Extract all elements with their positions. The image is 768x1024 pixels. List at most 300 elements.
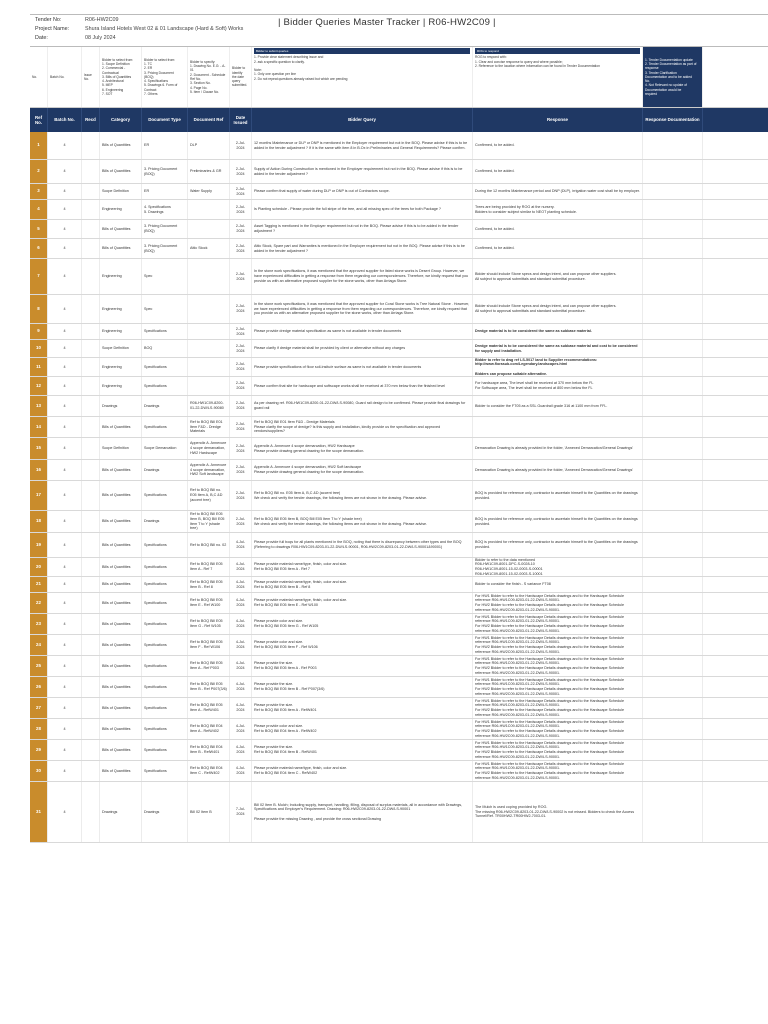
date-cell: 2-Jul-2024 (230, 239, 252, 258)
recd-cell (82, 558, 100, 576)
category-cell: Bills of Quantities (100, 614, 142, 634)
table-row (30, 396, 768, 417)
recd-cell (82, 438, 100, 459)
ref-cell: 27 (30, 698, 48, 718)
bidder-query-cell: Appendix A. Annexure 4 scope demarcation, HW2 Soft landscape Please provide drawing general drawing for the scope demarcation. (252, 460, 473, 480)
date-cell: 2-Jul-2024 (230, 481, 252, 510)
recd-cell (82, 635, 100, 655)
document-type-cell: Specifications (142, 558, 188, 576)
response-cell: Bidder to refer to dwg ref LS-5017 land to Supplier recommendations: http://www.florasub.com/Legendary.landscapes.html Bidders can propose suitable alternative. (473, 358, 643, 376)
tender-no-value: R06-HW2C09 (85, 17, 119, 23)
document-type-cell: Specifications (142, 719, 188, 739)
batch-cell: 4 (48, 511, 82, 532)
date-cell: 2-Jul-2024 (230, 340, 252, 357)
ref-cell: 31 (30, 782, 48, 842)
response-documentation-cell (643, 358, 703, 376)
column-header: Category (100, 108, 142, 132)
table-row (30, 577, 768, 593)
ref-cell: 22 (30, 593, 48, 613)
document-ref-cell: Ref to BOQ Bill E05 Item B - Ref 8 (188, 577, 230, 592)
category-cell: Engineering (100, 358, 142, 376)
column-header: Recd (82, 108, 100, 132)
date-cell: 4-Jul-2024 (230, 558, 252, 576)
bidder-query-cell: 12 months Maintenance or DLP or DNP is mentioned in the Employer requirement but not in the BOQ. Please advise if this is to be added in the tender adjustment ? If it is the same with item 8 in B.Ox in Preliminaries and General Requirements? Please confirm. (252, 132, 473, 159)
response-documentation-cell (643, 481, 703, 510)
recd-cell (82, 677, 100, 697)
ref-cell: 16 (30, 460, 48, 480)
table-row (30, 656, 768, 677)
date-cell: 2-Jul-2024 (230, 132, 252, 159)
bidder-query-cell: In the stone work specifications, it was mentioned that the approved supplier for listed stone works is Desert Group. However, we have experienced difficulties in getting a response from them regarding our correspondences. Therefore, we kindly request that you provide us with an alternative proposed supplier for the stone works, other than Arriaga Stone. (252, 259, 473, 294)
document-ref-cell: Ref to BOQ Bill E04 Item B - RefW401 (188, 740, 230, 760)
document-type-cell: Specifications (142, 656, 188, 676)
recd-cell (82, 761, 100, 781)
recd-cell (82, 220, 100, 238)
document-type-cell: Drawings (142, 511, 188, 532)
response-documentation-cell (643, 677, 703, 697)
response-documentation-cell (643, 220, 703, 238)
document-type-cell: Spec (142, 259, 188, 294)
recd-cell (82, 324, 100, 339)
batch-cell: 4 (48, 740, 82, 760)
document-ref-cell (188, 358, 230, 376)
bidder-query-cell: Please clarify if dredge material shall be provided by client or alternative without any charges (252, 340, 473, 357)
bidder-query-cell: Please confirm that supply of water during DLP or DNP is out of Contractors scope. (252, 184, 473, 199)
date-cell: 2-Jul-2024 (230, 396, 252, 416)
batch-cell: 4 (48, 558, 82, 576)
document-type-cell: 3. Pricing Document (BOQ) (142, 220, 188, 238)
table-row (30, 698, 768, 719)
response-cell: Confirmed, to be added. (473, 239, 643, 258)
category-cell: Bills of Quantities (100, 656, 142, 676)
document-type-cell: BOQ (142, 340, 188, 357)
date-cell: 4-Jul-2024 (230, 593, 252, 613)
date-cell: 2-Jul-2024 (230, 220, 252, 238)
response-cell: During the 12 months Maintenance period and DNP (DLP), irrigation water cost shall be by employer. (473, 184, 643, 199)
response-documentation-cell (643, 635, 703, 655)
category-cell: Engineering (100, 377, 142, 395)
batch-cell: 4 (48, 184, 82, 199)
response-documentation-cell (643, 377, 703, 395)
document-ref-cell: Ref to BOQ Bill E05 Item E - Ref W100 (188, 593, 230, 613)
recd-cell (82, 358, 100, 376)
category-cell: Bills of Quantities (100, 533, 142, 557)
document-type-cell: 4. Specifications 5. Drawings (142, 200, 188, 219)
document-type-cell: ER (142, 184, 188, 199)
recd-cell (82, 577, 100, 592)
recd-cell (82, 533, 100, 557)
bidder-query-cell: Please provide full boqs for all plants mentioned in the BOQ, noting that there is discrepancy between other types and the BOQ (Referring to drawings R06-HW1C09-8203-01-22-DW/LS-90001, R06-HW2C09-8203-01-22-DW/LS-90001&90001) (252, 533, 473, 557)
batch-cell: 4 (48, 577, 82, 592)
bidder-query-cell: Please confirm that site for hardscape and softscape works shall be received at 370 mm below than the finished level (252, 377, 473, 395)
category-cell: Drawings (100, 396, 142, 416)
document-type-cell: ER (142, 132, 188, 159)
date-cell: 2-Jul-2024 (230, 438, 252, 459)
response-documentation-cell (643, 295, 703, 323)
response-documentation-cell (643, 614, 703, 634)
document-type-cell: Specifications (142, 481, 188, 510)
recd-cell (82, 481, 100, 510)
document-type-cell: Specifications (142, 358, 188, 376)
table-row (30, 438, 768, 460)
legend-cell: Bidder to select from: 1. Scope Definition 2. Commercial - Contractual 3. Bills of Quantities 4. Architectural 5. MEP 6. Engineering 7. SOT (100, 47, 142, 107)
recd-cell (82, 132, 100, 159)
response-cell: Confirmed, to be added. (473, 160, 643, 183)
document-ref-cell (188, 295, 230, 323)
table-row (30, 239, 768, 259)
response-cell: Demarcation Drawing is already provided in the folder, 'Annexed Demarcation/General Drawings' (473, 460, 643, 480)
document-ref-cell: Attic Stock (188, 239, 230, 258)
ref-cell: 19 (30, 533, 48, 557)
date-cell: 2-Jul-2024 (230, 160, 252, 183)
recd-cell (82, 698, 100, 718)
response-documentation-cell (643, 533, 703, 557)
table-row (30, 184, 768, 200)
legend-cell: Bidder to select from: 1. TC 2. ER 3. Pricing Document (BOQ) 4. Specifications 5. Drawings 6. Form of Contract 7. Others (142, 47, 188, 107)
bidder-query-cell: Attic Stock, Spare part and Warranties is mentioned in the Employer requirement but not in the BOQ. Please advise if this is to be added in the tender adjustment ? (252, 239, 473, 258)
document-ref-cell: Ref to BOQ Bill E05 Item B, BOQ Bill E05 Item T to Y (shade tree) (188, 511, 230, 532)
ref-cell: 21 (30, 577, 48, 592)
document-ref-cell: Ref to BOQ Bill E01 Item F&D - Dredge Materials (188, 417, 230, 437)
ref-cell: 12 (30, 377, 48, 395)
table-row (30, 200, 768, 220)
date-cell: 4-Jul-2024 (230, 533, 252, 557)
bidder-query-cell: As per drawing ref. R06-HW1C09-8200-01-22-DW/LS-90080, Guard rail design to be confirmed. Please provide final drawings for guard rail (252, 396, 473, 416)
category-cell: Bills of Quantities (100, 677, 142, 697)
document-ref-cell: Ref to BOQ Bill E05 Item B - Ref P007(3/6) (188, 677, 230, 697)
table-row (30, 160, 768, 184)
legend-documentation-instructions: 1. Tender Documentation update 2. Tender Documentation as part of response 3. Tender Clarification Documentation and to be added No. 4. Not Relevant no update of Documentation would be required (643, 47, 703, 107)
category-cell: Bills of Quantities (100, 577, 142, 592)
document-ref-cell (188, 200, 230, 219)
date-cell: 2-Jul-2024 (230, 324, 252, 339)
ref-cell: 26 (30, 677, 48, 697)
tracker-sheet (30, 14, 768, 843)
table-row (30, 740, 768, 761)
batch-cell: 4 (48, 438, 82, 459)
recd-cell (82, 377, 100, 395)
table-row (30, 558, 768, 577)
response-cell: Demarcation Drawing is already provided in the folder, 'Annexed Demarcation/General Drawings' (473, 438, 643, 459)
document-ref-cell: Ref to BOQ Bill E05 Item F - Ref W106 (188, 635, 230, 655)
ref-cell: 8 (30, 295, 48, 323)
table-row (30, 761, 768, 782)
date-cell: 4-Jul-2024 (230, 635, 252, 655)
date-cell: 4-Jul-2024 (230, 719, 252, 739)
table-row (30, 719, 768, 740)
table-row (30, 635, 768, 656)
document-type-cell: Specifications (142, 761, 188, 781)
ref-cell: 17 (30, 481, 48, 510)
response-documentation-cell (643, 719, 703, 739)
document-ref-cell (188, 377, 230, 395)
document-type-cell: Spec (142, 295, 188, 323)
date-cell: 7-Jul-2024 (230, 782, 252, 842)
document-type-cell: 3. Pricing Document (BOQ) (142, 160, 188, 183)
document-type-cell: Specifications (142, 324, 188, 339)
date-cell: 4-Jul-2024 (230, 677, 252, 697)
response-cell: BOQ is provided for reference only, contractor to ascertain himself to the Quantities on the drawings provided. (473, 533, 643, 557)
bidder-query-cell: Ref to BOQ Bill E01 Item F&D - Dredge Materials Please clarify the scope of dredge? Is this supply and installation, kindly provide us the specification and approved vendors/suppliers? (252, 417, 473, 437)
recd-cell (82, 740, 100, 760)
category-cell: Bills of Quantities (100, 160, 142, 183)
bidder-query-cell: Please provide material name/type, finish, color and size. Ref to BOQ Bill E05 Item A - Ref 7 (252, 558, 473, 576)
response-cell: Bidder should include Stone specs and design intent, and can propose other suppliers. All subject to approval submittals and standard submittal procedure. (473, 295, 643, 323)
response-cell: Trees are being provided by ROG at the nursery. Bidders to consider subject similar to NEOT planting schedule. (473, 200, 643, 219)
recd-cell (82, 295, 100, 323)
batch-cell: 4 (48, 220, 82, 238)
table-row (30, 677, 768, 698)
response-documentation-cell (643, 577, 703, 592)
batch-cell: 4 (48, 481, 82, 510)
response-documentation-cell (643, 324, 703, 339)
document-type-cell: Drawings (142, 460, 188, 480)
table-row (30, 511, 768, 533)
recd-cell (82, 239, 100, 258)
response-cell: Confirmed, to be added. (473, 132, 643, 159)
date-cell: 4-Jul-2024 (230, 614, 252, 634)
ref-cell: 6 (30, 239, 48, 258)
bidder-query-cell: Please provide the size. Ref to BOQ Bill E05 Item B - Ref P007(3/6) (252, 677, 473, 697)
document-ref-cell: Water Supply (188, 184, 230, 199)
document-type-cell: Scope Demarcation (142, 438, 188, 459)
date-cell: 2-Jul-2024 (230, 184, 252, 199)
bidder-query-cell: Appendix A. Annexure 4 scope demarcation, HW2 Hardscape Please provide drawing general drawing for the scope demarcation. (252, 438, 473, 459)
date-cell: 4-Jul-2024 (230, 577, 252, 592)
response-cell: For HW1 Bidder to refer to the Hardscape Details drawings and to the Hardscape Schedule reference R06-HW1C09-8203-01-22-DW/LS-90001. For HW2 Bidder to refer to the Hardscape Details drawings and to the Hardscape Schedule reference R06-HW2C09-8203-01-22-DW/LS-90001. (473, 677, 643, 697)
document-type-cell: Specifications (142, 377, 188, 395)
date-cell: 2-Jul-2024 (230, 377, 252, 395)
document-type-cell: Drawings (142, 782, 188, 842)
bidder-query-cell: Please provide the size. Ref to BOQ Bill E05 Item A - RefW401 (252, 698, 473, 718)
ref-cell: 7 (30, 259, 48, 294)
batch-cell: 4 (48, 761, 82, 781)
date-cell: 2-Jul-2024 (230, 200, 252, 219)
ref-cell: 11 (30, 358, 48, 376)
bidder-query-cell: Bill 02 Item B. Mulch; Including supply, transport, handling, filling, disposal of surplus materials, all in accordance with Drawings, Specifications and Employer's Requirement. Drawing: R06-HW2C09-8203-01-22-DW/LS-90001 Please provide the missing Drawing , and provide the cross sectional Drawing (252, 782, 473, 842)
table-row (30, 132, 768, 160)
document-ref-cell: Ref to BOQ Bill E05 Item A - Ref 7 (188, 558, 230, 576)
batch-cell: 4 (48, 533, 82, 557)
document-type-cell: Specifications (142, 533, 188, 557)
response-documentation-cell (643, 558, 703, 576)
recd-cell (82, 782, 100, 842)
ref-cell: 4 (30, 200, 48, 219)
batch-cell: 4 (48, 324, 82, 339)
header-meta (35, 16, 243, 43)
batch-cell: 4 (48, 259, 82, 294)
legend-cell: No. (30, 47, 48, 107)
bidder-query-cell: Please provide the size. Ref to BOQ Bill E04 Item B - RefW401 (252, 740, 473, 760)
ref-cell: 13 (30, 396, 48, 416)
document-type-cell: Specifications (142, 635, 188, 655)
document-ref-cell: Ref to BOQ Bill no. E05 Item A, B,C &D (accent tree) (188, 481, 230, 510)
document-type-cell: Specifications (142, 698, 188, 718)
batch-cell: 4 (48, 635, 82, 655)
recd-cell (82, 656, 100, 676)
batch-cell: 4 (48, 698, 82, 718)
batch-cell: 4 (48, 677, 82, 697)
recd-cell (82, 160, 100, 183)
category-cell: Bills of Quantities (100, 740, 142, 760)
date-cell: 2-Jul-2024 (230, 295, 252, 323)
project-value: Shura Island Hotels West 02 & 01 Landscape (Hard & Soft) Works (85, 26, 244, 32)
recd-cell (82, 396, 100, 416)
category-cell: Bills of Quantities (100, 761, 142, 781)
ref-cell: 1 (30, 132, 48, 159)
table-row (30, 593, 768, 614)
response-documentation-cell (643, 656, 703, 676)
response-cell: For HW1 Bidder to refer to the Hardscape Details drawings and to the Hardscape Schedule reference R06-HW1C09-8203-01-22-DW/LS-90001. For HW2 Bidder to refer to the Hardscape Details drawings and to the Hardscape Schedule reference R06-HW2C09-8203-01-22-DW/LS-90001. (473, 719, 643, 739)
bidder-query-cell: Please provide material name/type, finish, color and size. Ref to BOQ Bill E04 Item C - RefW402 (252, 761, 473, 781)
batch-cell: 4 (48, 340, 82, 357)
batch-cell: 4 (48, 719, 82, 739)
document-ref-cell (188, 220, 230, 238)
recd-cell (82, 719, 100, 739)
date-cell: 2-Jul-2024 (230, 460, 252, 480)
ref-cell: 15 (30, 438, 48, 459)
table-row (30, 417, 768, 438)
table-row (30, 614, 768, 635)
batch-cell: 4 (48, 295, 82, 323)
bidder-query-cell: Please provide color and size. Ref to BOQ Bill E05 Item F - Ref W106 (252, 635, 473, 655)
response-cell: For hardscape area, The level shall be received at 370 mm below the FL For Softscape area, The level shall be received at 800 mm below the FL (473, 377, 643, 395)
batch-cell: 4 (48, 656, 82, 676)
ref-cell: 2 (30, 160, 48, 183)
document-type-cell: Specifications (142, 417, 188, 437)
response-cell (473, 417, 643, 437)
recd-cell (82, 200, 100, 219)
date-cell: 2-Jul-2024 (230, 417, 252, 437)
legend-band (30, 47, 768, 108)
category-cell: Bills of Quantities (100, 132, 142, 159)
ref-cell: 20 (30, 558, 48, 576)
response-cell: BOQ is provided for reference only, contractor to ascertain himself to the Quantities on the drawings provided. (473, 511, 643, 532)
ref-cell: 18 (30, 511, 48, 532)
batch-cell: 4 (48, 593, 82, 613)
category-cell: Drawings (100, 782, 142, 842)
table-row (30, 220, 768, 239)
query-table-body (30, 132, 768, 843)
column-header-row (30, 108, 768, 132)
batch-cell: 4 (48, 132, 82, 159)
column-header: Response (473, 108, 643, 132)
ref-cell: 24 (30, 635, 48, 655)
batch-cell: 4 (48, 417, 82, 437)
category-cell: Engineering (100, 200, 142, 219)
response-documentation-cell (643, 698, 703, 718)
response-documentation-cell (643, 417, 703, 437)
batch-cell: 4 (48, 358, 82, 376)
date-label: Date: (35, 35, 48, 41)
ref-cell: 5 (30, 220, 48, 238)
bidder-query-cell: Please provide color and size. Ref to BOQ Bill E05 Item G - Ref W105 (252, 614, 473, 634)
bidder-query-cell: Asset Tagging is mentioned in the Employer requirement but not in the BOQ. Please advise if this is to be added in the tender adjustment ? (252, 220, 473, 238)
ref-cell: 14 (30, 417, 48, 437)
response-cell: For HW1 Bidder to refer to the Hardscape Details drawings and to the Hardscape Schedule reference R06-HW1C09-8203-01-22-DW/LS-90001. For HW2 Bidder to refer to the Hardscape Details drawings and to the Hardscape Schedule reference R06-HW2C09-8203-01-22-DW/LS-90001. (473, 761, 643, 781)
category-cell: Engineering (100, 259, 142, 294)
response-cell: Bidder to refer to the data mentioned R06-HW1C09-8001-DPC-S-0028-10 R06-HW1C09-8001-15-02-0003-S-00001 R06-HW1C09-8001-15-02-0003-S-10001 (473, 558, 643, 576)
date-cell: 2-Jul-2024 (230, 511, 252, 532)
response-documentation-cell (643, 593, 703, 613)
category-cell: Scope Definition (100, 184, 142, 199)
document-type-cell: 3. Pricing Document (BOQ) (142, 239, 188, 258)
bidder-query-cell: Please provide material name/type, finish, color and size. Ref to BOQ Bill E05 Item E - Ref W100 (252, 593, 473, 613)
response-documentation-cell (643, 259, 703, 294)
document-ref-cell: Preliminaries & GR (188, 160, 230, 183)
recd-cell (82, 259, 100, 294)
response-documentation-cell (643, 239, 703, 258)
ref-cell: 9 (30, 324, 48, 339)
recd-cell (82, 460, 100, 480)
category-cell: Bills of Quantities (100, 417, 142, 437)
document-type-cell: Specifications (142, 677, 188, 697)
legend-query-instructions-text: 1. Provide clear statement describing issue and 2. ask a specific question to clarify. Note: 1. Only one question per line 2. Do not repeat questions already raised but which are pending (254, 55, 348, 81)
table-row (30, 259, 768, 295)
document-ref-cell: DLP (188, 132, 230, 159)
document-type-cell: Specifications (142, 740, 188, 760)
category-cell: Bills of Quantities (100, 719, 142, 739)
table-row (30, 782, 768, 843)
batch-cell: 4 (48, 782, 82, 842)
document-ref-cell: Ref to BOQ Bill E04 Item C - RefW402 (188, 761, 230, 781)
response-cell: Confirmed, to be added. (473, 220, 643, 238)
document-ref-cell: Ref to BOQ Bill E05 Item G - Ref W105 (188, 614, 230, 634)
response-cell: For HW1 Bidder to refer to the Hardscape Details drawings and to the Hardscape Schedule reference R06-HW1C09-8203-01-22-DW/LS-90001. For HW2 Bidder to refer to the Hardscape Details drawings and to the Hardscape Schedule reference R06-HW2C09-8203-01-22-DW/LS-90001. (473, 635, 643, 655)
category-cell: Bills of Quantities (100, 481, 142, 510)
ref-cell: 30 (30, 761, 48, 781)
table-row (30, 324, 768, 340)
ref-cell: 25 (30, 656, 48, 676)
category-cell: Bills of Quantities (100, 698, 142, 718)
date-cell: 4-Jul-2024 (230, 761, 252, 781)
document-ref-cell: Ref to BOQ Bill no. 02 (188, 533, 230, 557)
batch-cell: 4 (48, 377, 82, 395)
tracker-title: | Bidder Queries Master Tracker | R06-HW2C09 | (278, 17, 496, 28)
legend-query-instructions (252, 47, 473, 107)
response-cell: Dredge material is to be considered the same as subbase material and cost to be considered for supply and installation. (473, 340, 643, 357)
category-cell: Bills of Quantities (100, 593, 142, 613)
response-documentation-cell (643, 340, 703, 357)
response-cell: The Mulch is used coping provided by ROG. The missing R06-HW2C09-8203-01-22-DW/LS-90002 is not missed. Bidders to check the Access Tunnel/Ref. TR00HW2-TR00HW2-7003-01. (473, 782, 643, 842)
category-cell: Bills of Quantities (100, 511, 142, 532)
document-ref-cell: Ref to BOQ Bill E04 Item A - RefW402 (188, 719, 230, 739)
bidder-query-cell: Is Planting schedule - Please provide the full stripe of the tree, and all missing spec of the trees for both Package ? (252, 200, 473, 219)
document-ref-cell: Appendix A. Annexure 4 scope demarcation, HW2 Hardscape (188, 438, 230, 459)
category-cell: Bills of Quantities (100, 220, 142, 238)
response-documentation-cell (643, 740, 703, 760)
date-cell: 4-Jul-2024 (230, 698, 252, 718)
category-cell: Scope Definition (100, 438, 142, 459)
document-ref-cell: Bill 02 Item B (188, 782, 230, 842)
sheet-header (30, 14, 768, 47)
column-header: Document Ref (188, 108, 230, 132)
batch-cell: 4 (48, 460, 82, 480)
table-row (30, 533, 768, 558)
bidder-query-cell: Ref to BOQ Bill no. E05 Item A, B,C &D (accent tree) We check and verify the tender drawings, the following items are not shown in the drawing. Please advise. (252, 481, 473, 510)
bidder-query-cell: Ref to BOQ Bill E05 Item B, BOQ Bill E05 Item T to Y (shade tree) We check and verify the tender drawings, the following items are not shown in the drawing. Please advise. (252, 511, 473, 532)
bidder-query-cell: Supply of Action During Construction is mentioned in the Employer requirement but not in the BOQ. Please advise if this is to be added in the tender adjustment ? (252, 160, 473, 183)
document-type-cell: Drawings (142, 396, 188, 416)
category-cell: Bills of Quantities (100, 460, 142, 480)
response-documentation-cell (643, 438, 703, 459)
recd-cell (82, 184, 100, 199)
legend-cell: Bidder to identify the date query submitted. (230, 47, 252, 107)
document-ref-cell (188, 324, 230, 339)
bidder-query-cell: Please provide the size. Ref to BOQ Bill E05 Item A - Ref P003 (252, 656, 473, 676)
document-ref-cell: Ref to BOQ Bill E05 Item A - RefW401 (188, 698, 230, 718)
response-documentation-cell (643, 396, 703, 416)
